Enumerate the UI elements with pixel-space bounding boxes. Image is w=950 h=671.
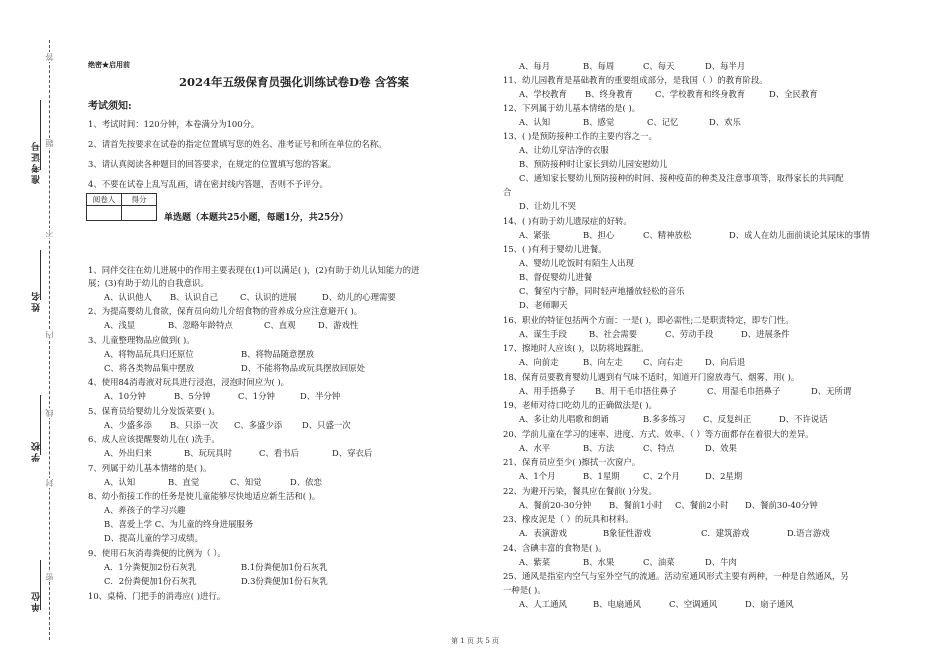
option[interactable]: C、2个月 — [643, 471, 680, 481]
option[interactable]: B.1份粪便加1份石灰乳 — [241, 562, 328, 572]
option-row — [519, 88, 818, 100]
option[interactable]: B、社会需要 — [589, 329, 638, 339]
option[interactable]: C、学校教育和终身教育 — [655, 89, 746, 99]
question-text: 展；(3)有助于幼儿的自我意识。 — [88, 278, 209, 288]
option[interactable]: B、向左走 — [583, 357, 623, 367]
score-cell[interactable] — [122, 206, 157, 221]
option-line-cont: 合 — [503, 187, 512, 197]
unit-label: 单位 — [32, 590, 42, 612]
option[interactable]: B、直觉 — [168, 477, 200, 487]
option-row — [519, 499, 818, 511]
option[interactable]: C、直观 — [264, 320, 296, 330]
notice-line: 4、不要在试卷上乱写乱画，请在密封线内答题，否则不予评分。 — [88, 179, 328, 189]
option[interactable]: B、5分钟 — [174, 391, 211, 401]
option[interactable]: D、无所谓 — [811, 386, 852, 396]
option[interactable]: C、多盛少添 — [234, 420, 283, 430]
option[interactable]: B、认识自己 — [170, 292, 219, 302]
option[interactable]: B象征性游戏 — [603, 528, 652, 538]
option[interactable]: A、多让幼儿唱歌和朗诵 — [519, 414, 609, 424]
option-line[interactable]: D、提高儿童的学习成绩。 — [104, 533, 203, 543]
binding-char: 题 — [45, 139, 54, 147]
option-row — [104, 575, 328, 587]
option[interactable]: C、知觉 — [230, 477, 262, 487]
school-label: 学校 — [32, 440, 42, 462]
option[interactable]: C、反复纠正 — [703, 414, 752, 424]
question-text: 4、使用84消毒液对玩具进行浸泡，浸泡时间应为( )。 — [88, 377, 290, 387]
option-row — [519, 356, 745, 368]
option[interactable]: A、紧张 — [519, 230, 551, 240]
option[interactable]: A、餐前20-30分钟 — [519, 500, 592, 510]
option[interactable]: D、不能将物品或玩具摆放回原处 — [241, 363, 365, 373]
exam-number-field[interactable] — [40, 100, 41, 170]
option[interactable]: C、劳动手段 — [665, 329, 714, 339]
option[interactable]: B、每周 — [583, 61, 615, 71]
option[interactable]: C、餐前2小时 — [675, 500, 729, 510]
option[interactable]: D、只盛一次 — [302, 420, 351, 430]
option[interactable]: B、水果 — [583, 557, 615, 567]
option-row — [104, 390, 340, 402]
option[interactable]: D、不许说话 — [779, 414, 828, 424]
option[interactable]: D、每半月 — [705, 61, 746, 71]
option-row — [519, 385, 851, 397]
binding-char: 内 — [45, 331, 54, 339]
option[interactable]: D、2星期 — [705, 471, 743, 481]
question-text: 9、使用石灰消毒粪便的比例为（ ）。 — [88, 548, 226, 558]
option-line[interactable]: B、督促婴幼儿进餐 — [519, 272, 593, 282]
option[interactable]: C．2份粪便加1份石灰乳 — [104, 576, 197, 586]
option[interactable]: A、用手捂鼻子 — [519, 386, 576, 396]
seal-line — [49, 40, 50, 640]
option[interactable]: B、将物品随意摆放 — [241, 349, 315, 359]
unit-field[interactable] — [40, 560, 41, 610]
option[interactable]: C、特点 — [643, 443, 675, 453]
question-text: 11、幼儿园教育是基础教育的重要组成部分，是我国（ ）的教育阶段。 — [503, 75, 768, 85]
option[interactable]: D、效果 — [705, 443, 737, 453]
option-line[interactable]: A、让幼儿穿洁净的衣服 — [519, 145, 609, 155]
option[interactable]: B、忽略年龄特点 — [168, 320, 233, 330]
question-text: 16、职业的特征包括两个方面：一是( )，即必需性;二是职责特定，即专门性。 — [503, 315, 794, 325]
question-text: 19、老师对待口吃幼儿的正确做法是( )。 — [503, 400, 657, 410]
option[interactable]: A、认识他人 — [104, 292, 152, 302]
binding-char: 密 — [45, 573, 54, 581]
option[interactable]: D、成人在幼儿面前谈论其尿床的事情 — [729, 230, 870, 240]
option[interactable]: A、每月 — [519, 61, 551, 71]
page-footer: 第 1 页 共 5 页 — [450, 637, 500, 645]
score-table — [86, 193, 157, 221]
option[interactable]: A、少盛多添 — [104, 420, 152, 430]
option[interactable]: A、浅显 — [104, 320, 136, 330]
option-row — [104, 362, 365, 374]
option-row — [519, 442, 737, 454]
option-row — [104, 348, 314, 360]
option-row — [519, 527, 830, 539]
question-text: 14、( )有助于幼儿遗尿症的好转。 — [503, 216, 632, 226]
option[interactable]: D、幼儿的心理需要 — [322, 292, 396, 302]
page-title: 2024年五级保育员强化训练试卷D卷 含答案 — [179, 75, 409, 89]
option-row — [519, 556, 737, 568]
option-line[interactable]: A、养孩子的学习兴趣 — [104, 505, 186, 515]
school-field[interactable] — [40, 395, 41, 455]
question-text: 6、成人应该提醒婴幼儿在( )洗手。 — [88, 434, 220, 444]
question-text: 18、保育员要教育婴幼儿遇到有气味不适时，知道开门窗放毒气、烟雾，用( )。 — [503, 372, 800, 382]
option[interactable]: A、水平 — [519, 443, 551, 453]
option[interactable]: A、1个月 — [519, 471, 556, 481]
option-row — [519, 60, 745, 72]
option[interactable]: D.语言游戏 — [787, 528, 830, 538]
notice-title: 考试须知: — [88, 101, 132, 112]
binding-char: 线 — [45, 409, 54, 417]
option-line[interactable]: D、让幼儿不哭 — [519, 201, 576, 211]
option-row — [104, 447, 372, 459]
grader-cell[interactable] — [87, 206, 122, 221]
option-row — [519, 328, 790, 340]
option[interactable]: D、牛肉 — [705, 557, 737, 567]
option-line[interactable]: B、预防接种时让家长到幼儿园安慰幼儿 — [519, 159, 668, 169]
option[interactable]: D、半分钟 — [300, 391, 341, 401]
question-text: 21、保育员应至少( )擦拭一次窗户。 — [503, 457, 641, 467]
option[interactable]: A、学校教育 — [519, 89, 567, 99]
option-line[interactable]: B、喜爱上学 C、为儿童的终身进展服务 — [104, 519, 254, 529]
binding-char: 不 — [45, 229, 54, 237]
option[interactable]: D、全民教育 — [769, 89, 818, 99]
option-row — [104, 419, 351, 431]
option[interactable]: D、进展条件 — [741, 329, 790, 339]
notice-line: 1、考试时间：120分钟，本卷满分为100分。 — [88, 119, 260, 129]
option[interactable]: A．表演游戏 — [519, 528, 567, 538]
question-text: 7、列属于幼儿基本情绪的是( )。 — [88, 463, 212, 473]
option[interactable]: D、游戏性 — [318, 320, 359, 330]
option[interactable]: C、向右走 — [643, 357, 683, 367]
option-row — [104, 291, 396, 303]
option[interactable]: A、10分钟 — [104, 391, 146, 401]
option[interactable]: D、向后退 — [705, 357, 746, 367]
question-text: 1、同伴交往在幼儿进展中的作用主要表现在(1)可以满足( )，(2)有助于幼儿认知能力的进 — [88, 265, 420, 275]
question-text: 15、( )有利于婴幼儿进餐。 — [503, 244, 607, 254]
option-row — [104, 319, 358, 331]
option[interactable]: D、欢乐 — [709, 117, 741, 127]
question-text: 8、幼小衔接工作的任务是使儿童能够尽快地适应新生活和( )。 — [88, 491, 321, 501]
option[interactable]: B、1星期 — [583, 471, 620, 481]
option-line[interactable]: C、通知家长婴幼儿预防接种的时间、接种疫苗的种类及注意事项等，取得家长的共同配 — [519, 173, 844, 183]
option[interactable]: B.多多练习 — [643, 414, 686, 424]
binding-char: 答 — [45, 53, 54, 61]
option-row — [519, 413, 828, 425]
question-text: 12、下列属于幼儿基本情绪的是( )。 — [503, 103, 641, 113]
option-line[interactable]: D、老师聊天 — [519, 300, 568, 310]
option[interactable]: C、记忆 — [647, 117, 679, 127]
option[interactable]: B、电扇通风 — [593, 599, 642, 609]
option[interactable]: C、用湿毛巾捂鼻子 — [707, 386, 781, 396]
option[interactable]: A．1分粪便加2份石灰乳 — [104, 562, 197, 572]
question-text: 13、( )是预防接种工作的主要内容之一。 — [503, 131, 657, 141]
option-line[interactable]: A、婴幼儿吃饭时有陌生人出现 — [519, 258, 634, 268]
name-label: 姓名 — [32, 290, 42, 312]
option[interactable]: A、认知 — [519, 117, 551, 127]
option-row — [519, 470, 742, 482]
option[interactable]: C、油菜 — [643, 557, 675, 567]
option-row — [104, 476, 322, 488]
option[interactable]: A、谋生手段 — [519, 329, 567, 339]
question-text: 24、含碘丰富的食物是( )。 — [503, 543, 607, 553]
secret-mark: 绝密★启用前 — [88, 60, 130, 69]
option[interactable]: A、紫菜 — [519, 557, 551, 567]
option[interactable]: A、将物品玩具归还原位 — [104, 349, 194, 359]
option[interactable]: A、认知 — [104, 477, 136, 487]
question-text: 2、为提高婴幼儿食欲，保育员向幼儿介绍食物的营养成分应注意避开( )。 — [88, 306, 363, 316]
option[interactable]: C、每天 — [643, 61, 675, 71]
score-header: 得分 — [122, 194, 157, 206]
option[interactable]: D、餐前30-40分钟 — [745, 500, 818, 510]
option[interactable]: B、感觉 — [583, 117, 615, 127]
question-text: 23、橡皮泥是（ ）的玩具和材料。 — [503, 514, 634, 524]
option[interactable]: B、终身教育 — [585, 89, 634, 99]
option[interactable]: B、玩玩具时 — [184, 448, 233, 458]
question-text: 22、为避开污染，餐具应在餐前( )分发。 — [503, 486, 657, 496]
question-text: 17、擦地时人应该( )，以防将地踩脏。 — [503, 343, 649, 353]
option[interactable]: D.3份粪便加1份石灰乳 — [241, 576, 328, 586]
exam-number-label: 准考证号 — [32, 140, 42, 184]
option[interactable]: D、扇子通风 — [745, 599, 794, 609]
option[interactable]: D、穿衣后 — [332, 448, 373, 458]
option[interactable]: C、空调通风 — [669, 599, 718, 609]
question-text: 25、通风是指室内空气与室外空气的流通。活动室通风形式主要有两种，一种是自然通风，另 — [503, 571, 849, 581]
option[interactable]: A、外出归来 — [104, 448, 152, 458]
question-text: 3、儿童整理物品应做到( )。 — [88, 335, 195, 345]
option[interactable]: B、只添一次 — [170, 420, 219, 430]
option[interactable]: D、依恋 — [290, 477, 322, 487]
binding-char: 封 — [45, 479, 54, 487]
option[interactable]: A、人工通风 — [519, 599, 567, 609]
option[interactable]: A、向前走 — [519, 357, 559, 367]
option-row — [519, 598, 794, 610]
question-text: 5、保育员给婴幼儿分发饭菜要( )。 — [88, 406, 220, 416]
option[interactable]: B、方法 — [583, 443, 615, 453]
option[interactable]: C、认识的进展 — [240, 292, 297, 302]
option[interactable]: B、担心 — [583, 230, 615, 240]
option-row — [519, 229, 870, 241]
option[interactable]: C、精神放松 — [643, 230, 692, 240]
option[interactable]: C．建筑游戏 — [701, 528, 750, 538]
question-text: 20、学前儿童在学习的速率、进度、方式、效率、（ ）等方面都存在着很大的差异。 — [503, 429, 814, 439]
notice-line: 2、请首先按要求在试卷的指定位置填写您的姓名、准考证号和所在单位的名称。 — [88, 139, 387, 149]
option[interactable]: B、用干毛巾捂住鼻子 — [595, 386, 677, 396]
option-line[interactable]: C、餐室内宁静，同时轻声地播放轻松的音乐 — [519, 286, 685, 296]
name-field[interactable] — [40, 250, 41, 300]
option[interactable]: C、1分钟 — [238, 391, 275, 401]
option[interactable]: C、看书后 — [259, 448, 299, 458]
grader-header: 阅卷人 — [87, 194, 122, 206]
option[interactable]: B、餐前1小时 — [609, 500, 663, 510]
question-text: 一种是( )。 — [503, 585, 546, 595]
option[interactable]: C、将各类物品集中摆放 — [104, 363, 195, 373]
option-row — [104, 561, 327, 573]
binding-margin — [0, 0, 62, 671]
notice-line: 3、请认真阅读各种题目的回答要求，在规定的位置填写您的答案。 — [88, 159, 337, 169]
question-text: 10、桌椅、门把手的消毒应( )进行。 — [88, 591, 226, 601]
option-row — [519, 116, 741, 128]
section-title: 单选题（本题共25小题，每题1分，共25分） — [164, 213, 349, 223]
